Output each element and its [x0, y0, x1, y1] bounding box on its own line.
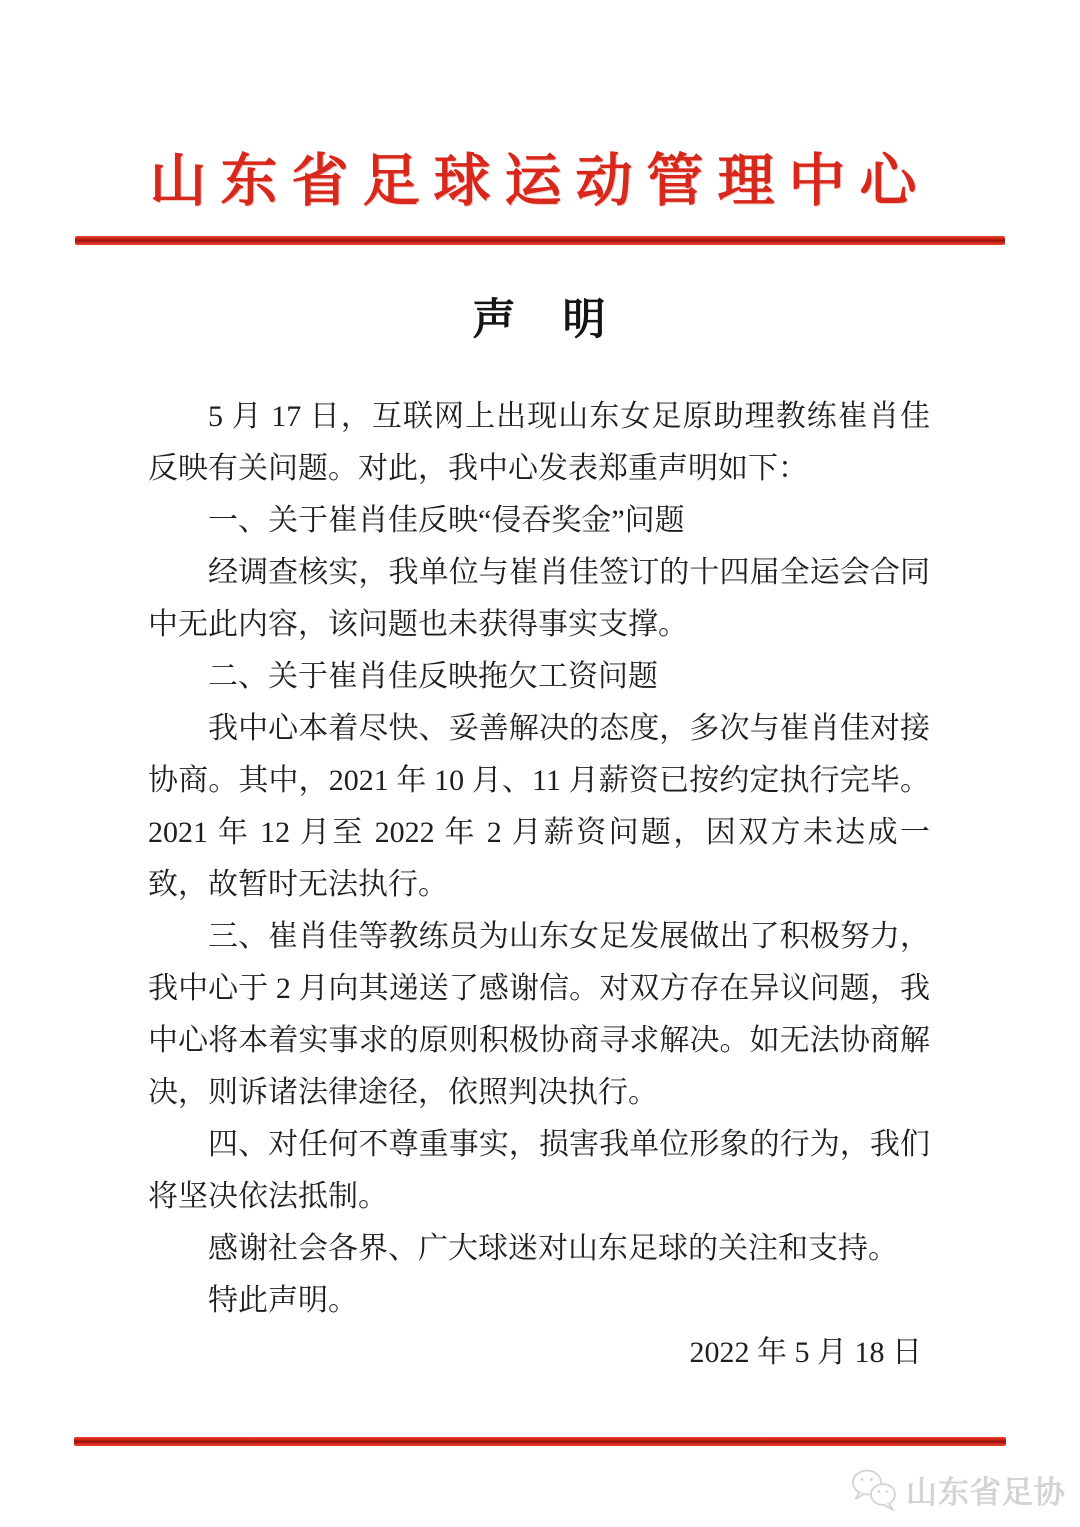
statement-paragraph-item-4: 四、对任何不尊重事实，损害我单位形象的行为，我们将坚决依法抵制。	[148, 1127, 930, 1213]
wechat-watermark	[850, 1467, 1066, 1512]
statement-paragraph-intro: 5 月 17 日，互联网上出现山东女足原助理教练崔肖佳反映有关问题。对此，我中心发表郑重声明如下：	[148, 399, 930, 485]
statement-date: 2022 年 5 月 18 日	[689, 1335, 922, 1369]
statement-body	[148, 391, 930, 1379]
statement-paragraph-item-1: 经调查核实，我单位与崔肖佳签订的十四届全运会合同中无此内容，该问题也未获得事实支撑。	[148, 555, 930, 641]
watermark-label: 山东省足协	[906, 1475, 1066, 1510]
statement-paragraph-item-2: 我中心本着尽快、妥善解决的态度，多次与崔肖佳对接协商。其中，2021 年 10 月、11 月薪资已按约定执行完毕。2021 年 12 月至 2022 年 2 月薪资问题，因双方未达成一致，故暂时无法执行。	[148, 711, 930, 901]
statement-heading-item-2: 二、关于崔肖佳反映拖欠工资问题	[208, 659, 658, 693]
statement-paragraph-thanks: 感谢社会各界、广大球迷对山东足球的关注和支持。	[208, 1231, 898, 1265]
statement-paragraph-closing: 特此声明。	[208, 1283, 358, 1317]
wechat-icon	[850, 1468, 900, 1512]
letterhead-divider-line	[75, 236, 1005, 245]
statement-paragraph-item-3: 三、崔肖佳等教练员为山东女足发展做出了积极努力，我中心于 2 月向其递送了感谢信。对双方存在异议问题，我中心将本着实事求的原则积极协商寻求解决。如无法协商解决，则诉诸法律途径，依照判决执行。	[148, 919, 930, 1109]
letterhead-org-name: 山东省足球运动管理中心	[149, 150, 931, 213]
footer-divider-line	[74, 1437, 1006, 1446]
document-title: 声 明	[472, 297, 608, 345]
statement-heading-item-1: 一、关于崔肖佳反映“侵吞奖金”问题	[208, 503, 685, 537]
